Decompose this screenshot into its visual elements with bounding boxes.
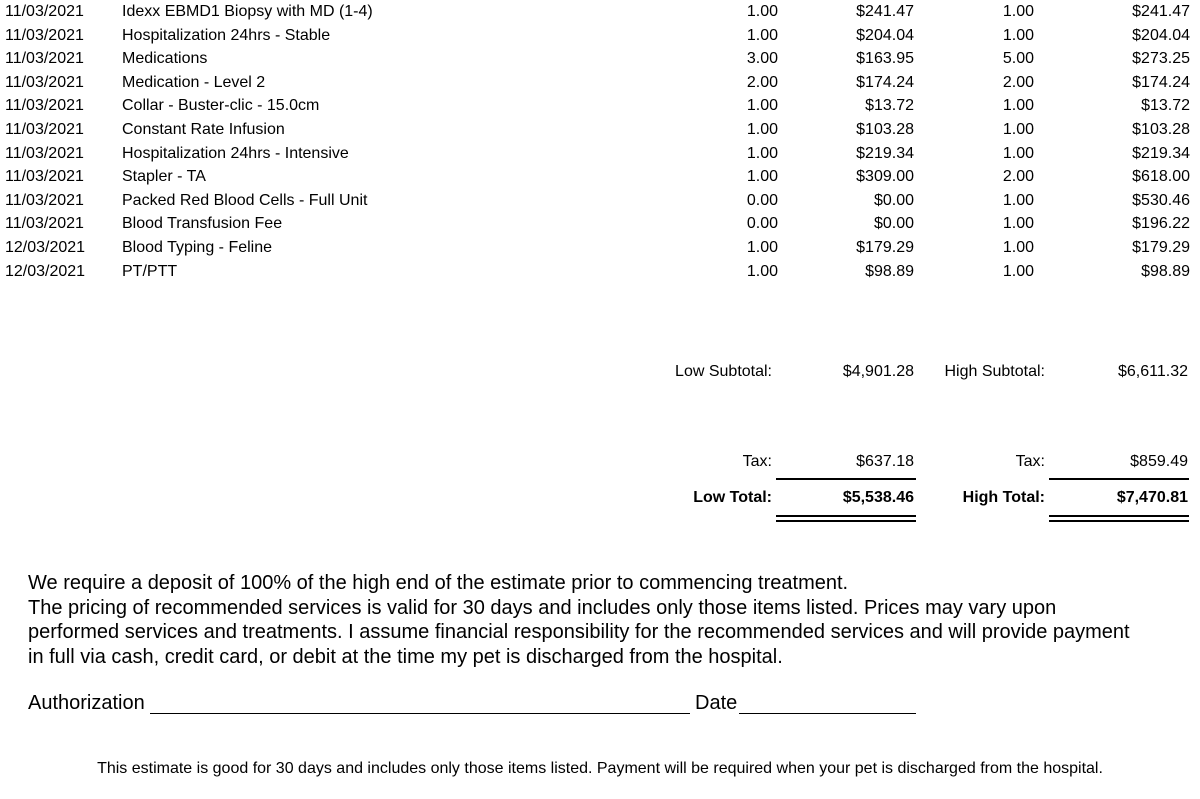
- item-low-price: $204.04: [856, 26, 914, 44]
- item-high-price: $103.28: [1132, 121, 1190, 138]
- authorization-label: Authorization: [28, 692, 145, 714]
- table-row: [0, 142, 1200, 166]
- item-high-price: $196.22: [1132, 215, 1190, 233]
- table-row: [0, 165, 1200, 189]
- item-high-qty: 1.00: [1002, 215, 1034, 233]
- item-description: Hospitalization 24hrs - Stable: [122, 26, 331, 44]
- table-row: [0, 260, 1200, 284]
- high-tax-rule: [1049, 478, 1189, 480]
- item-low-qty: 0.00: [746, 215, 778, 233]
- item-date: 11/03/2021: [5, 215, 84, 233]
- item-high-price: $174.24: [1132, 73, 1190, 91]
- high-total-double-rule: [1049, 515, 1189, 522]
- item-low-price: $163.95: [856, 50, 914, 68]
- high-total-value: $7,470.81: [1116, 489, 1188, 506]
- item-low-price: $309.00: [856, 168, 914, 186]
- item-low-price: $0.00: [873, 215, 914, 233]
- item-high-price: $530.46: [1132, 191, 1190, 209]
- item-low-price: $103.28: [856, 121, 914, 138]
- item-low-qty: 1.00: [746, 239, 778, 256]
- item-description: Blood Transfusion Fee: [122, 215, 283, 233]
- item-low-qty: 1.00: [746, 3, 778, 20]
- item-high-price: $13.72: [1141, 97, 1190, 115]
- item-low-price: $219.34: [856, 144, 914, 162]
- authorization-signature-line: [150, 713, 690, 714]
- footer-disclaimer: This estimate is good for 30 days and includes only those items listed. Payment will be required when your pet is discharged from the hospital.: [97, 760, 1103, 777]
- item-high-price: $98.89: [1141, 262, 1190, 280]
- high-tax-value: $859.49: [1130, 453, 1188, 470]
- item-high-price: $618.00: [1132, 168, 1190, 186]
- item-description: Packed Red Blood Cells - Full Unit: [122, 191, 368, 209]
- pricing-terms: The pricing of recommended services is valid for 30 days and includes only those items listed. Prices may vary upon performed services and treatments. I assume financial responsibility for the recommended services and will provide payment in full via cash, credit card, or debit at the time my pet is discharged from the hospital.: [28, 596, 1130, 668]
- table-row: [0, 47, 1200, 71]
- item-date: 11/03/2021: [5, 73, 84, 91]
- item-low-qty: 0.00: [746, 191, 778, 209]
- low-total-double-rule: [776, 515, 916, 522]
- low-subtotal-label: Low Subtotal:: [675, 363, 772, 380]
- item-low-qty: 3.00: [746, 50, 778, 68]
- estimate-notice: [28, 571, 1148, 669]
- deposit-statement: We require a deposit of 100% of the high end of the estimate prior to commencing treatment.: [28, 572, 849, 594]
- table-row: [0, 118, 1200, 142]
- low-tax-value: $637.18: [856, 453, 914, 470]
- item-low-qty: 1.00: [746, 262, 778, 280]
- item-description: Medication - Level 2: [122, 73, 266, 91]
- item-high-qty: 1.00: [1002, 144, 1034, 162]
- item-high-qty: 1.00: [1002, 26, 1034, 44]
- item-low-qty: 1.00: [746, 26, 778, 44]
- date-label: Date: [695, 692, 738, 714]
- low-tax-rule: [776, 478, 916, 480]
- item-high-price: $273.25: [1132, 50, 1190, 68]
- item-high-qty: 1.00: [1002, 97, 1034, 115]
- item-date: 11/03/2021: [5, 144, 84, 162]
- item-high-qty: 1.00: [1002, 3, 1034, 20]
- item-description: Stapler - TA: [122, 168, 206, 186]
- item-low-price: $241.47: [856, 3, 914, 20]
- item-high-qty: 1.00: [1002, 239, 1034, 256]
- item-date: 11/03/2021: [5, 50, 84, 68]
- low-subtotal-value: $4,901.28: [842, 363, 914, 380]
- item-date: 12/03/2021: [5, 262, 86, 280]
- item-high-qty: 1.00: [1002, 262, 1034, 280]
- item-low-price: $13.72: [865, 97, 914, 115]
- high-subtotal-value: $6,611.32: [1118, 363, 1188, 380]
- item-date: 11/03/2021: [5, 97, 84, 115]
- item-low-qty: 1.00: [746, 168, 778, 186]
- item-high-qty: 2.00: [1002, 73, 1034, 91]
- table-row: [0, 94, 1200, 118]
- item-date: 11/03/2021: [5, 3, 84, 20]
- high-subtotal-label: High Subtotal:: [944, 363, 1045, 380]
- item-description: Medications: [122, 50, 208, 68]
- item-high-price: $204.04: [1132, 26, 1190, 44]
- item-date: 11/03/2021: [5, 168, 84, 186]
- low-total-label: Low Total:: [693, 489, 772, 506]
- item-description: PT/PTT: [122, 262, 178, 280]
- table-row: [0, 236, 1200, 260]
- item-high-price: $241.47: [1132, 3, 1190, 20]
- item-date: 11/03/2021: [5, 191, 84, 209]
- high-total-label: High Total:: [962, 489, 1045, 506]
- table-row: [0, 0, 1200, 24]
- item-description: Blood Typing - Feline: [122, 239, 273, 256]
- item-description: Idexx EBMD1 Biopsy with MD (1-4): [122, 3, 373, 20]
- item-low-qty: 1.00: [746, 97, 778, 115]
- item-date: 11/03/2021: [5, 26, 84, 44]
- item-description: Collar - Buster-clic - 15.0cm: [122, 97, 320, 115]
- item-description: Hospitalization 24hrs - Intensive: [122, 144, 349, 162]
- table-row: [0, 189, 1200, 213]
- item-low-price: $98.89: [865, 262, 914, 280]
- item-low-price: $179.29: [856, 239, 914, 256]
- table-row: [0, 71, 1200, 95]
- item-high-price: $179.29: [1132, 239, 1190, 256]
- item-description: Constant Rate Infusion: [122, 121, 285, 138]
- item-high-qty: 2.00: [1002, 168, 1034, 186]
- item-date: 11/03/2021: [5, 121, 84, 138]
- table-row: [0, 24, 1200, 48]
- item-high-qty: 5.00: [1002, 50, 1034, 68]
- low-tax-label: Tax:: [742, 453, 772, 470]
- date-signature-line: [739, 713, 916, 714]
- item-low-qty: 1.00: [746, 121, 778, 138]
- item-low-price: $0.00: [873, 191, 914, 209]
- item-high-qty: 1.00: [1002, 191, 1034, 209]
- item-high-price: $219.34: [1132, 144, 1190, 162]
- low-total-value: $5,538.46: [842, 489, 914, 506]
- high-tax-label: Tax:: [1015, 453, 1045, 470]
- item-low-qty: 2.00: [746, 73, 778, 91]
- item-low-qty: 1.00: [746, 144, 778, 162]
- item-low-price: $174.24: [856, 73, 914, 91]
- item-high-qty: 1.00: [1002, 121, 1034, 138]
- table-row: [0, 212, 1200, 236]
- item-date: 12/03/2021: [5, 239, 86, 256]
